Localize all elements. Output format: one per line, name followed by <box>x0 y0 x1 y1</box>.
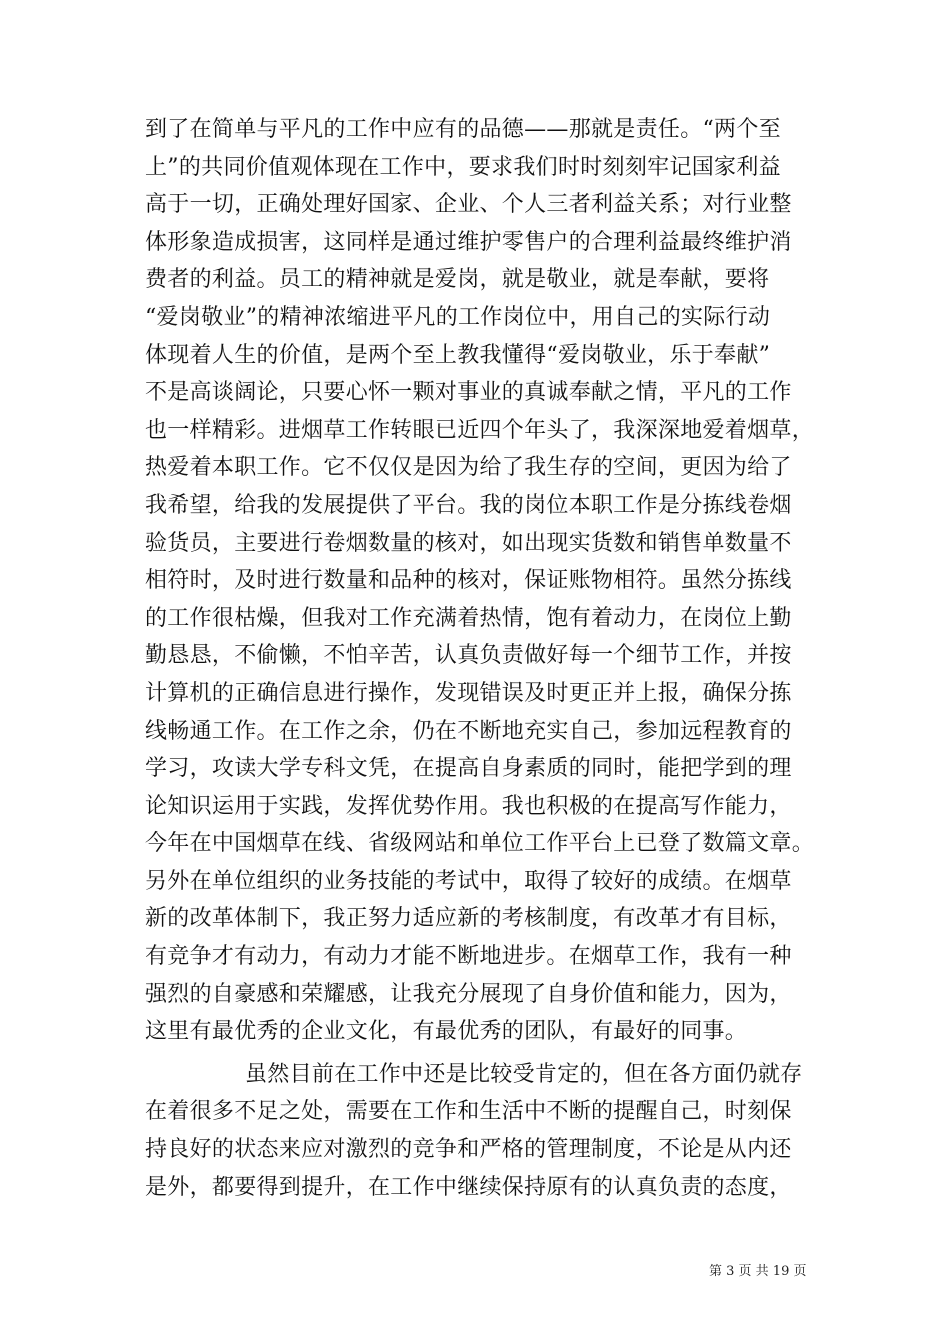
text-line: 计算机的正确信息进行操作，发现错误及时更正并上报，确保分拣 <box>145 680 792 706</box>
text-line: “爱岗敬业”的精神浓缩进平凡的工作岗位中，用自己的实际行动 <box>145 304 771 330</box>
text-line: 费者的利益。员工的精神就是爱岗，就是敬业，就是奉献，要将 <box>145 267 770 293</box>
text-line: 新的改革体制下，我正努力适应新的考核制度，有改革才有目标， <box>145 906 792 932</box>
text-line: 这里有最优秀的企业文化，有最优秀的团队，有最好的同事。 <box>145 1019 748 1045</box>
text-line: 另外在单位组织的业务技能的考试中，取得了较好的成绩。在烟草 <box>145 868 792 894</box>
text-line: 体形象造成损害，这同样是通过维护零售户的合理利益最终维护消 <box>145 229 792 255</box>
text-line: 的工作很枯燥，但我对工作充满着热情，饱有着动力，在岗位上勤 <box>145 605 792 631</box>
page-number-footer: 第 3 页 共 19 页 <box>709 1264 807 1279</box>
text-line: 高于一切，正确处理好国家、企业、个人三者利益关系；对行业整 <box>145 192 792 218</box>
text-line: 今年在中国烟草在线、省级网站和单位工作平台上已登了数篇文章。 <box>145 831 815 857</box>
text-line: 验货员，主要进行卷烟数量的核对，如出现实货数和销售单数量不 <box>145 530 792 556</box>
text-line: 有竞争才有动力，有动力才能不断地进步。在烟草工作，我有一种 <box>145 944 792 970</box>
text-line: 体现着人生的价值，是两个至上教我懂得“爱岗敬业，乐于奉献” <box>145 342 771 368</box>
body-text <box>145 111 835 1206</box>
text-line: 持良好的状态来应对激烈的竞争和严格的管理制度，不论是从内还 <box>145 1137 792 1163</box>
text-line: 强烈的自豪感和荣耀感，让我充分展现了自身价值和能力，因为， <box>145 981 792 1007</box>
text-line: 论知识运用于实践，发挥优势作用。我也积极的在提高写作能力， <box>145 793 792 819</box>
text-line: 学习，攻读大学专科文凭，在提高自身素质的同时，能把学到的理 <box>145 756 792 782</box>
text-line: 在着很多不足之处，需要在工作和生活中不断的提醒自己，时刻保 <box>145 1099 792 1125</box>
paragraph-start-line: 虽然目前在工作中还是比较受肯定的，但在各方面仍就存 <box>245 1061 803 1087</box>
text-line: 也一样精彩。进烟草工作转眼已近四个年头了，我深深地爱着烟草， <box>145 417 815 443</box>
text-line: 是外，都要得到提升，在工作中继续保持原有的认真负责的态度， <box>145 1174 792 1200</box>
text-line: 不是高谈阔论，只要心怀一颗对事业的真诚奉献之情，平凡的工作 <box>145 380 792 406</box>
text-line: 上”的共同价值观体现在工作中，要求我们时时刻刻牢记国家利益 <box>145 154 781 180</box>
text-line: 勤恳恳，不偷懒，不怕辛苦，认真负责做好每一个细节工作，并按 <box>145 643 792 669</box>
text-line: 相符时，及时进行数量和品种的核对，保证账物相符。虽然分拣线 <box>145 568 792 594</box>
text-line: 到了在简单与平凡的工作中应有的品德——那就是责任。“两个至 <box>145 117 781 142</box>
text-line: 我希望，给我的发展提供了平台。我的岗位本职工作是分拣线卷烟 <box>145 492 792 518</box>
text-line: 线畅通工作。在工作之余，仍在不断地充实自己，参加远程教育的 <box>145 718 792 744</box>
text-line: 热爱着本职工作。它不仅仅是因为给了我生存的空间，更因为给了 <box>145 455 792 481</box>
